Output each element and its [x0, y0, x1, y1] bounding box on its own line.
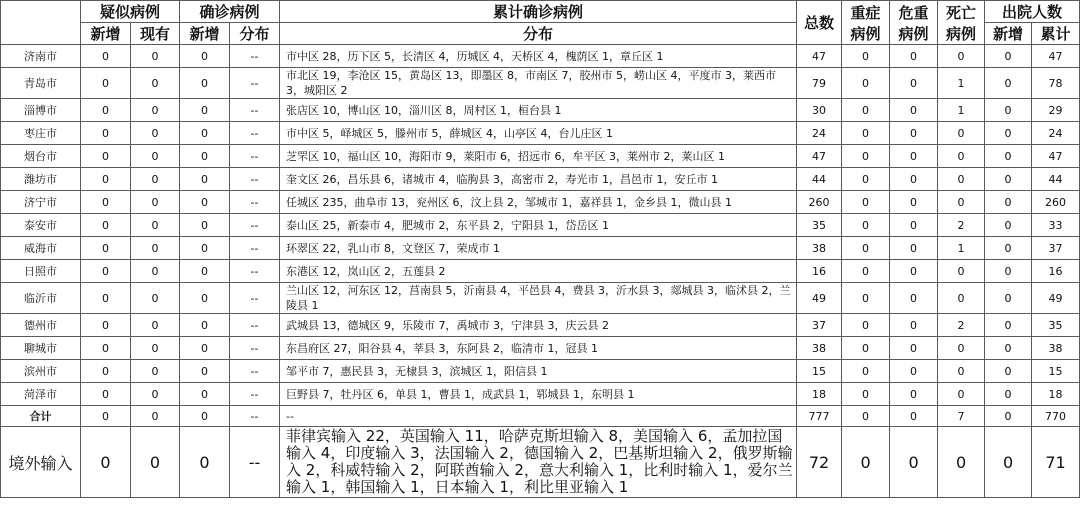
- critical-cell: 0: [890, 99, 938, 122]
- confirmed-new-cell: 0: [180, 68, 230, 99]
- suspected-current-cell: 0: [131, 337, 180, 360]
- discharged-new-cell: 0: [985, 427, 1032, 498]
- suspected-current-cell: 0: [131, 145, 180, 168]
- discharged-cumulative-cell: 35: [1032, 314, 1080, 337]
- table-row: [1, 337, 1080, 360]
- severe-cell: 0: [842, 45, 890, 68]
- severe-cell: 0: [842, 406, 890, 427]
- discharged-new-cell: 0: [985, 214, 1032, 237]
- deaths-cell: 0: [938, 427, 985, 498]
- deaths-cell: 0: [938, 337, 985, 360]
- discharged-cumulative-cell: 37: [1032, 237, 1080, 260]
- discharged-cumulative-cell: 47: [1032, 45, 1080, 68]
- discharged-cumulative-cell: 47: [1032, 145, 1080, 168]
- confirmed-distribution-cell: --: [230, 260, 280, 283]
- header-suspected-new: 新增: [81, 23, 131, 45]
- confirmed-new-cell: 0: [180, 337, 230, 360]
- confirmed-new-cell: 0: [180, 260, 230, 283]
- deaths-cell: 0: [938, 122, 985, 145]
- severe-cell: 0: [842, 314, 890, 337]
- discharged-new-cell: 0: [985, 191, 1032, 214]
- suspected-new-cell: 0: [81, 337, 131, 360]
- suspected-new-cell: 0: [81, 237, 131, 260]
- city-cell: 临沂市: [1, 283, 81, 314]
- total-cell: 15: [797, 360, 842, 383]
- suspected-new-cell: 0: [81, 68, 131, 99]
- cumulative-distribution-cell: 市中区 5，峄城区 5，滕州市 5，薛城区 4，山亭区 4，台儿庄区 1: [280, 122, 797, 145]
- header-cumulative: 累计确诊病例: [280, 1, 797, 23]
- severe-cell: 0: [842, 237, 890, 260]
- discharged-cumulative-cell: 78: [1032, 68, 1080, 99]
- header-suspected: 疑似病例: [81, 1, 180, 23]
- header-total: 总数: [797, 1, 842, 45]
- cumulative-distribution-cell: 巨野县 7，牡丹区 6，单县 1，曹县 1，成武县 1，郓城县 1，东明县 1: [280, 383, 797, 406]
- header-confirmed-new: 新增: [180, 23, 230, 45]
- confirmed-new-cell: 0: [180, 122, 230, 145]
- confirmed-distribution-cell: --: [230, 99, 280, 122]
- city-cell: 德州市: [1, 314, 81, 337]
- confirmed-new-cell: 0: [180, 191, 230, 214]
- suspected-new-cell: 0: [81, 427, 131, 498]
- suspected-current-cell: 0: [131, 383, 180, 406]
- discharged-cumulative-cell: 770: [1032, 406, 1080, 427]
- header-critical: 危重病例: [890, 1, 938, 45]
- confirmed-new-cell: 0: [180, 427, 230, 498]
- critical-cell: 0: [890, 406, 938, 427]
- total-cell: 49: [797, 283, 842, 314]
- cumulative-distribution-cell: 兰山区 12，河东区 12，莒南县 5，沂南县 4，平邑县 4，费县 3，沂水县 3，郯城县 3，临沭县 2，兰陵县 1: [280, 283, 797, 314]
- city-cell: 烟台市: [1, 145, 81, 168]
- discharged-new-cell: 0: [985, 168, 1032, 191]
- severe-cell: 0: [842, 145, 890, 168]
- table-row: [1, 191, 1080, 214]
- header-discharged: 出院人数: [985, 1, 1080, 23]
- city-cell: 泰安市: [1, 214, 81, 237]
- critical-cell: 0: [890, 68, 938, 99]
- header-confirmed: 确诊病例: [180, 1, 280, 23]
- critical-cell: 0: [890, 360, 938, 383]
- city-cell: 威海市: [1, 237, 81, 260]
- confirmed-distribution-cell: --: [230, 360, 280, 383]
- total-cell: 47: [797, 45, 842, 68]
- table-row: [1, 214, 1080, 237]
- suspected-current-cell: 0: [131, 68, 180, 99]
- suspected-current-cell: 0: [131, 122, 180, 145]
- total-cell: 44: [797, 168, 842, 191]
- discharged-cumulative-cell: 18: [1032, 383, 1080, 406]
- suspected-new-cell: 0: [81, 314, 131, 337]
- table-body: [1, 45, 1080, 498]
- total-cell: 18: [797, 383, 842, 406]
- confirmed-new-cell: 0: [180, 406, 230, 427]
- city-cell: 合计: [1, 406, 81, 427]
- discharged-cumulative-cell: 24: [1032, 122, 1080, 145]
- city-cell: 济宁市: [1, 191, 81, 214]
- critical-cell: 0: [890, 214, 938, 237]
- header-cumulative-distribution: 分布: [280, 23, 797, 45]
- discharged-new-cell: 0: [985, 283, 1032, 314]
- discharged-new-cell: 0: [985, 237, 1032, 260]
- suspected-current-cell: 0: [131, 260, 180, 283]
- deaths-cell: 0: [938, 283, 985, 314]
- deaths-cell: 0: [938, 360, 985, 383]
- header-city-blank: [1, 1, 81, 45]
- total-cell: 30: [797, 99, 842, 122]
- suspected-current-cell: 0: [131, 237, 180, 260]
- table-row: [1, 360, 1080, 383]
- confirmed-distribution-cell: --: [230, 383, 280, 406]
- discharged-new-cell: 0: [985, 337, 1032, 360]
- confirmed-distribution-cell: --: [230, 406, 280, 427]
- header-suspected-current: 现有: [131, 23, 180, 45]
- suspected-current-cell: 0: [131, 427, 180, 498]
- cumulative-distribution-cell: 邹平市 7，惠民县 3，无棣县 3，滨城区 1，阳信县 1: [280, 360, 797, 383]
- critical-cell: 0: [890, 145, 938, 168]
- deaths-cell: 0: [938, 260, 985, 283]
- confirmed-new-cell: 0: [180, 99, 230, 122]
- severe-cell: 0: [842, 427, 890, 498]
- critical-cell: 0: [890, 427, 938, 498]
- deaths-cell: 2: [938, 314, 985, 337]
- cumulative-distribution-cell: 泰山区 25，新泰市 4，肥城市 2，东平县 2，宁阳县 1，岱岳区 1: [280, 214, 797, 237]
- deaths-cell: 7: [938, 406, 985, 427]
- discharged-new-cell: 0: [985, 99, 1032, 122]
- city-cell: 日照市: [1, 260, 81, 283]
- discharged-cumulative-cell: 49: [1032, 283, 1080, 314]
- deaths-cell: 1: [938, 99, 985, 122]
- confirmed-new-cell: 0: [180, 214, 230, 237]
- confirmed-distribution-cell: --: [230, 122, 280, 145]
- table-row: [1, 427, 1080, 498]
- header-deaths: 死亡病例: [938, 1, 985, 45]
- table-row: [1, 168, 1080, 191]
- suspected-new-cell: 0: [81, 406, 131, 427]
- severe-cell: 0: [842, 214, 890, 237]
- deaths-cell: 1: [938, 68, 985, 99]
- total-cell: 38: [797, 237, 842, 260]
- header-discharged-cumulative: 累计: [1032, 23, 1080, 45]
- confirmed-new-cell: 0: [180, 314, 230, 337]
- deaths-cell: 2: [938, 214, 985, 237]
- critical-cell: 0: [890, 314, 938, 337]
- severe-cell: 0: [842, 99, 890, 122]
- total-cell: 79: [797, 68, 842, 99]
- discharged-new-cell: 0: [985, 68, 1032, 99]
- critical-cell: 0: [890, 383, 938, 406]
- critical-cell: 0: [890, 337, 938, 360]
- suspected-new-cell: 0: [81, 383, 131, 406]
- suspected-new-cell: 0: [81, 122, 131, 145]
- cumulative-distribution-cell: 任城区 235，曲阜市 13，兖州区 6，汶上县 2，邹城市 1，嘉祥县 1，金乡县 1，微山县 1: [280, 191, 797, 214]
- suspected-current-cell: 0: [131, 168, 180, 191]
- suspected-new-cell: 0: [81, 191, 131, 214]
- cumulative-distribution-cell: 奎文区 26，昌乐县 6，诸城市 4，临朐县 3，高密市 2，寿光市 1，昌邑市 1，安丘市 1: [280, 168, 797, 191]
- table-row: [1, 283, 1080, 314]
- discharged-new-cell: 0: [985, 260, 1032, 283]
- table-row: [1, 45, 1080, 68]
- discharged-cumulative-cell: 15: [1032, 360, 1080, 383]
- confirmed-distribution-cell: --: [230, 68, 280, 99]
- cumulative-distribution-cell: 菲律宾输入 22，英国输入 11，哈萨克斯坦输入 8，美国输入 6，孟加拉国输入 4，印度输入 3，法国输入 2，德国输入 2，巴基斯坦输入 2，俄罗斯输入 2，科威特输入 2，阿联酋输入 2，意大利输入 1，比利时输入 1，爱尔兰输入 1，韩国输入 1，日本输入 1，利比里亚输入 1: [280, 427, 797, 498]
- table-row: [1, 314, 1080, 337]
- critical-cell: 0: [890, 168, 938, 191]
- city-cell: 滨州市: [1, 360, 81, 383]
- confirmed-new-cell: 0: [180, 360, 230, 383]
- suspected-current-cell: 0: [131, 314, 180, 337]
- suspected-new-cell: 0: [81, 168, 131, 191]
- cumulative-distribution-cell: --: [280, 406, 797, 427]
- discharged-new-cell: 0: [985, 45, 1032, 68]
- severe-cell: 0: [842, 122, 890, 145]
- discharged-new-cell: 0: [985, 383, 1032, 406]
- table-row: [1, 68, 1080, 99]
- deaths-cell: 0: [938, 168, 985, 191]
- suspected-new-cell: 0: [81, 145, 131, 168]
- suspected-current-cell: 0: [131, 406, 180, 427]
- critical-cell: 0: [890, 122, 938, 145]
- header-confirmed-distribution: 分布: [230, 23, 280, 45]
- severe-cell: 0: [842, 260, 890, 283]
- suspected-new-cell: 0: [81, 99, 131, 122]
- discharged-cumulative-cell: 33: [1032, 214, 1080, 237]
- severe-cell: 0: [842, 360, 890, 383]
- cumulative-distribution-cell: 市北区 19，李沧区 15，黄岛区 13，即墨区 8，市南区 7，胶州市 5，崂山区 4，平度市 3，莱西市 3，城阳区 2: [280, 68, 797, 99]
- cumulative-distribution-cell: 张店区 10，博山区 10，淄川区 8，周村区 1，桓台县 1: [280, 99, 797, 122]
- header-discharged-new: 新增: [985, 23, 1032, 45]
- discharged-new-cell: 0: [985, 406, 1032, 427]
- city-cell: 聊城市: [1, 337, 81, 360]
- discharged-new-cell: 0: [985, 360, 1032, 383]
- total-cell: 38: [797, 337, 842, 360]
- cumulative-distribution-cell: 环翠区 22，乳山市 8，文登区 7，荣成市 1: [280, 237, 797, 260]
- confirmed-distribution-cell: --: [230, 337, 280, 360]
- deaths-cell: 0: [938, 45, 985, 68]
- header-severe: 重症病例: [842, 1, 890, 45]
- suspected-new-cell: 0: [81, 260, 131, 283]
- confirmed-new-cell: 0: [180, 383, 230, 406]
- discharged-cumulative-cell: 71: [1032, 427, 1080, 498]
- suspected-new-cell: 0: [81, 214, 131, 237]
- total-cell: 35: [797, 214, 842, 237]
- suspected-current-cell: 0: [131, 283, 180, 314]
- city-cell: 潍坊市: [1, 168, 81, 191]
- confirmed-distribution-cell: --: [230, 237, 280, 260]
- table-row: [1, 406, 1080, 427]
- critical-cell: 0: [890, 237, 938, 260]
- table-row: [1, 237, 1080, 260]
- discharged-cumulative-cell: 29: [1032, 99, 1080, 122]
- severe-cell: 0: [842, 383, 890, 406]
- city-cell: 境外输入: [1, 427, 81, 498]
- table-row: [1, 99, 1080, 122]
- deaths-cell: 0: [938, 191, 985, 214]
- city-cell: 淄博市: [1, 99, 81, 122]
- discharged-new-cell: 0: [985, 122, 1032, 145]
- suspected-new-cell: 0: [81, 283, 131, 314]
- deaths-cell: 0: [938, 145, 985, 168]
- critical-cell: 0: [890, 283, 938, 314]
- table-row: [1, 383, 1080, 406]
- confirmed-new-cell: 0: [180, 237, 230, 260]
- suspected-current-cell: 0: [131, 214, 180, 237]
- cumulative-distribution-cell: 芝罘区 10，福山区 10，海阳市 9，莱阳市 6，招远市 6，牟平区 3，莱州市 2，莱山区 1: [280, 145, 797, 168]
- cumulative-distribution-cell: 市中区 28，历下区 5，长清区 4，历城区 4，天桥区 4，槐荫区 1，章丘区 1: [280, 45, 797, 68]
- suspected-new-cell: 0: [81, 45, 131, 68]
- cumulative-distribution-cell: 东昌府区 27，阳谷县 4，莘县 3，东阿县 2，临清市 1，冠县 1: [280, 337, 797, 360]
- total-cell: 260: [797, 191, 842, 214]
- severe-cell: 0: [842, 283, 890, 314]
- suspected-current-cell: 0: [131, 191, 180, 214]
- deaths-cell: 0: [938, 383, 985, 406]
- severe-cell: 0: [842, 337, 890, 360]
- confirmed-new-cell: 0: [180, 145, 230, 168]
- discharged-cumulative-cell: 44: [1032, 168, 1080, 191]
- discharged-new-cell: 0: [985, 314, 1032, 337]
- severe-cell: 0: [842, 191, 890, 214]
- confirmed-distribution-cell: --: [230, 283, 280, 314]
- total-cell: 37: [797, 314, 842, 337]
- discharged-cumulative-cell: 260: [1032, 191, 1080, 214]
- severe-cell: 0: [842, 168, 890, 191]
- critical-cell: 0: [890, 45, 938, 68]
- discharged-cumulative-cell: 38: [1032, 337, 1080, 360]
- confirmed-distribution-cell: --: [230, 168, 280, 191]
- total-cell: 16: [797, 260, 842, 283]
- confirmed-new-cell: 0: [180, 283, 230, 314]
- city-cell: 菏泽市: [1, 383, 81, 406]
- city-cell: 青岛市: [1, 68, 81, 99]
- critical-cell: 0: [890, 260, 938, 283]
- confirmed-distribution-cell: --: [230, 145, 280, 168]
- total-cell: 47: [797, 145, 842, 168]
- confirmed-distribution-cell: --: [230, 45, 280, 68]
- confirmed-distribution-cell: --: [230, 314, 280, 337]
- city-cell: 济南市: [1, 45, 81, 68]
- discharged-new-cell: 0: [985, 145, 1032, 168]
- severe-cell: 0: [842, 68, 890, 99]
- confirmed-distribution-cell: --: [230, 214, 280, 237]
- confirmed-new-cell: 0: [180, 168, 230, 191]
- city-cell: 枣庄市: [1, 122, 81, 145]
- deaths-cell: 1: [938, 237, 985, 260]
- total-cell: 777: [797, 406, 842, 427]
- cumulative-distribution-cell: 东港区 12，岚山区 2，五莲县 2: [280, 260, 797, 283]
- confirmed-distribution-cell: --: [230, 191, 280, 214]
- cumulative-distribution-cell: 武城县 13，德城区 9，乐陵市 7，禹城市 3，宁津县 3，庆云县 2: [280, 314, 797, 337]
- critical-cell: 0: [890, 191, 938, 214]
- suspected-current-cell: 0: [131, 360, 180, 383]
- confirmed-distribution-cell: --: [230, 427, 280, 498]
- total-cell: 24: [797, 122, 842, 145]
- suspected-new-cell: 0: [81, 360, 131, 383]
- suspected-current-cell: 0: [131, 45, 180, 68]
- table-row: [1, 122, 1080, 145]
- total-cell: 72: [797, 427, 842, 498]
- table-row: [1, 260, 1080, 283]
- suspected-current-cell: 0: [131, 99, 180, 122]
- header-row-top: [1, 1, 1080, 23]
- confirmed-new-cell: 0: [180, 45, 230, 68]
- discharged-cumulative-cell: 16: [1032, 260, 1080, 283]
- table-row: [1, 145, 1080, 168]
